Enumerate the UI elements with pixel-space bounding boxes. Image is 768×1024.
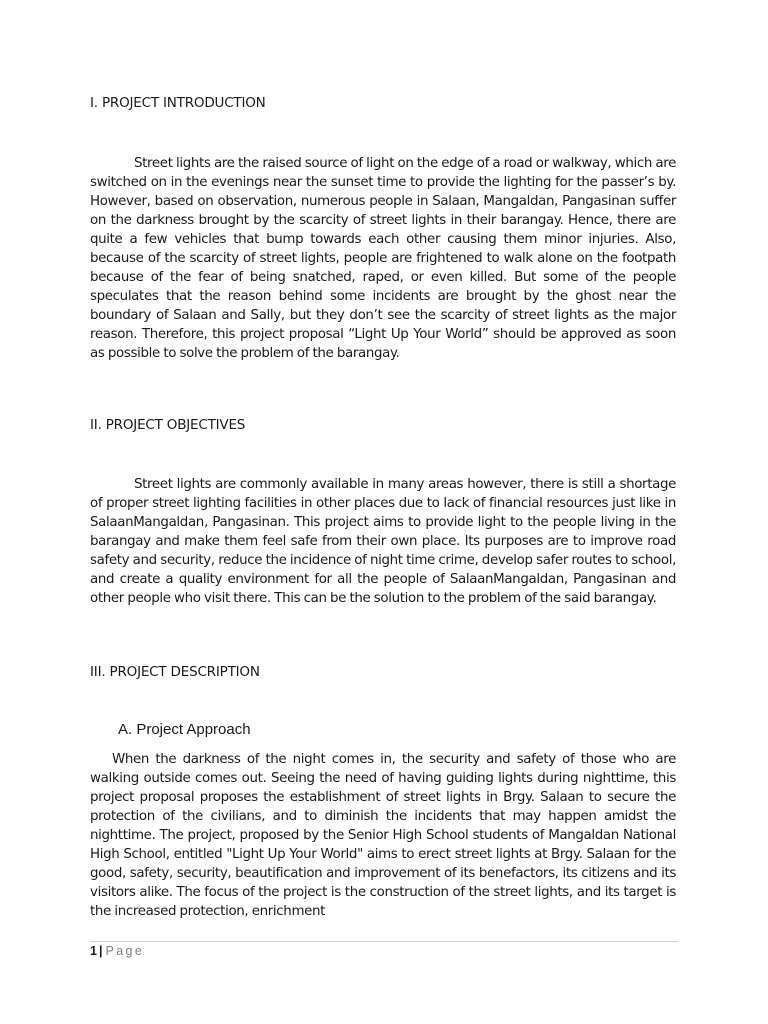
section-heading-objectives: II. PROJECT OBJECTIVES (90, 417, 246, 433)
section-heading-description: III. PROJECT DESCRIPTION (90, 664, 260, 680)
page-number: 1 (90, 944, 97, 958)
subsection-heading-project-approach: A. Project Approach (118, 721, 251, 738)
introduction-paragraph: Street lights are the raised source of light on the edge of a road or walkway, which are switched on in the evenings near the sunset time to provide the lighting for the passer’s by. However, based on observation, numerous people in Salaan, Mangaldan, Pangasinan suffer on the darkness brought by the scarcity of street lights in their barangay. Hence, there are quite a few vehicles that bump towards each other causing them minor injuries. Also, because of the scarcity of street lights, people are frightened to walk alone on the footpath because of the fear of being snatched, raped, or even killed. But some of the people speculates that the reason behind some incidents are brought by the ghost near the boundary of Salaan and Sally, but they don’t see the scarcity of street lights as the major reason. Therefore, this project proposal “Light Up Your World” should be approved as soon as possible to solve the problem of the barangay. (90, 156, 676, 361)
page-label: Page (105, 944, 145, 958)
objectives-paragraph: Street lights are commonly available in many areas however, there is still a shortage of proper street lighting facilities in other places due to lack of financial resources just like in SalaanMangaldan, Pangasinan. This project aims to provide light to the people living in the barangay and make them feel safe from their own place. Its purposes are to improve road safety and security, reduce the incidence of night time crime, develop safer routes to school, and create a quality environment for all the people of SalaanMangaldan, Pangasinan and other people who visit there. This can be the solution to the problem of the said barangay. (90, 477, 676, 606)
page-footer (90, 944, 144, 958)
page-separator: | (98, 944, 103, 958)
footer-divider (90, 941, 678, 942)
section-heading-introduction: I. PROJECT INTRODUCTION (90, 95, 266, 111)
project-approach-paragraph: When the darkness of the night comes in, the security and safety of those who are walking outside comes out. Seeing the need of having guiding lights during nighttime, this project proposal proposes the establishment of street lights in Brgy. Salaan to secure the protection of the civilians, and to diminish the incidents that may happen amidst the nighttime. The project, proposed by the Senior High School students of Mangaldan National High School, entitled "Light Up Your World" aims to erect street lights at Brgy. Salaan for the good, safety, security, beautification and improvement of its benefactors, its citizens and its visitors alike. The focus of the project is the construction of the street lights, and its target is the increased protection, enrichment (90, 752, 676, 919)
